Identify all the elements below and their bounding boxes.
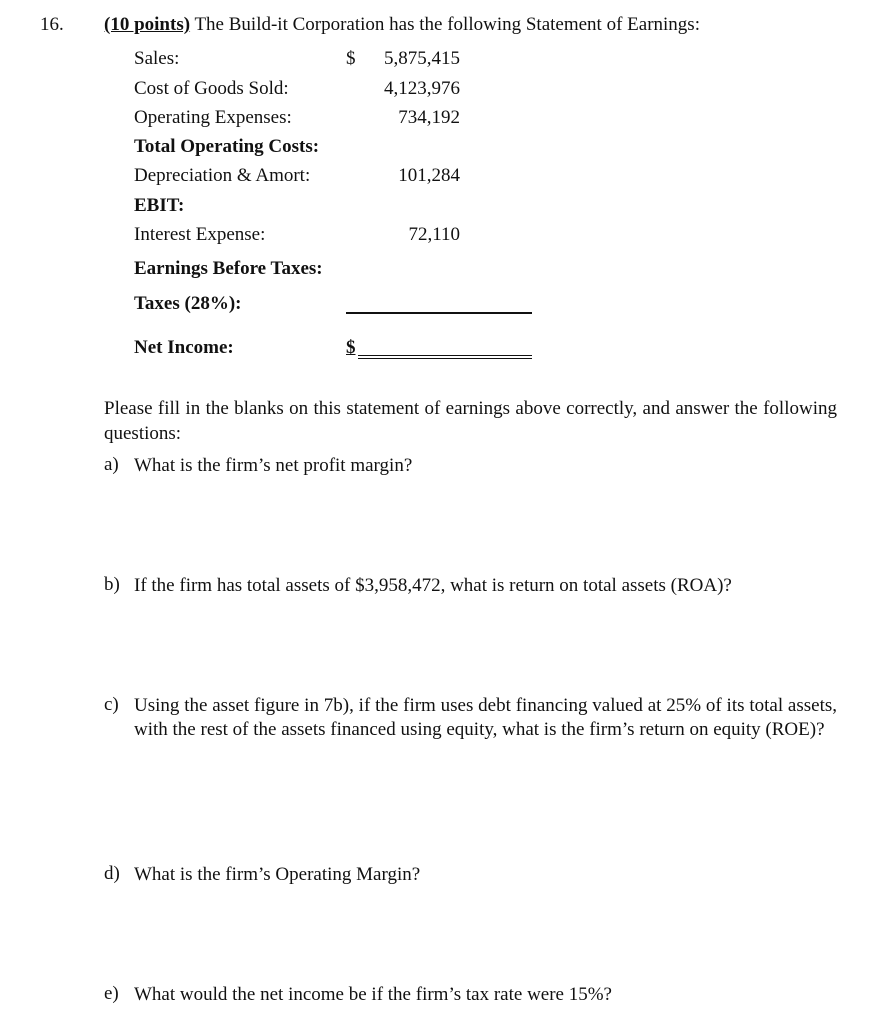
- question-number: 16.: [40, 14, 64, 35]
- opex-label: Operating Expenses:: [134, 107, 292, 128]
- sub-question-letter: b): [104, 574, 120, 595]
- sub-question-text: Using the asset figure in 7b), if the firm uses debt financing valued at 25% of its total assets, with the rest of the assets financed using equity, what is the firm’s return on equity (ROE)?: [134, 695, 837, 740]
- sub-question-letter: c): [104, 694, 119, 715]
- taxes-blank-line: [346, 312, 532, 314]
- instructions-text: Please fill in the blanks on this statement of earnings above correctly, and answer the following questions:: [104, 398, 837, 444]
- question-header: [104, 14, 700, 36]
- cogs-label: Cost of Goods Sold:: [134, 78, 289, 99]
- taxes-label: Taxes (28%):: [134, 293, 242, 314]
- opex-value: 734,192: [398, 107, 460, 128]
- sales-currency: $: [346, 48, 356, 69]
- question-intro: The Build-it Corporation has the following Statement of Earnings:: [190, 14, 700, 35]
- net-income-label: Net Income:: [134, 337, 234, 358]
- depreciation-value: 101,284: [398, 165, 460, 186]
- sales-value: 5,875,415: [384, 48, 460, 69]
- net-income-blank-line: [358, 355, 532, 359]
- sub-question-text: If the firm has total assets of $3,958,472, what is return on total assets (ROA)?: [134, 575, 732, 596]
- sub-question-text: What is the firm’s Operating Margin?: [134, 864, 421, 885]
- sub-question-text: What would the net income be if the firm’s tax rate were 15%?: [134, 984, 612, 1005]
- sales-label: Sales:: [134, 48, 180, 69]
- cogs-value: 4,123,976: [384, 78, 460, 99]
- sub-question-text: What is the firm’s net profit margin?: [134, 455, 413, 476]
- sub-question-letter: d): [104, 863, 120, 884]
- sub-question-letter: a): [104, 454, 119, 475]
- net-income-currency: $: [346, 337, 356, 358]
- total-operating-costs-label: Total Operating Costs:: [134, 136, 320, 157]
- interest-expense-value: 72,110: [408, 224, 460, 245]
- ebt-label: Earnings Before Taxes:: [134, 258, 323, 279]
- points-label: (10 points): [104, 14, 191, 35]
- ebit-label: EBIT:: [134, 195, 185, 216]
- interest-expense-label: Interest Expense:: [134, 224, 266, 245]
- depreciation-label: Depreciation & Amort:: [134, 165, 311, 186]
- sub-question-letter: e): [104, 983, 119, 1004]
